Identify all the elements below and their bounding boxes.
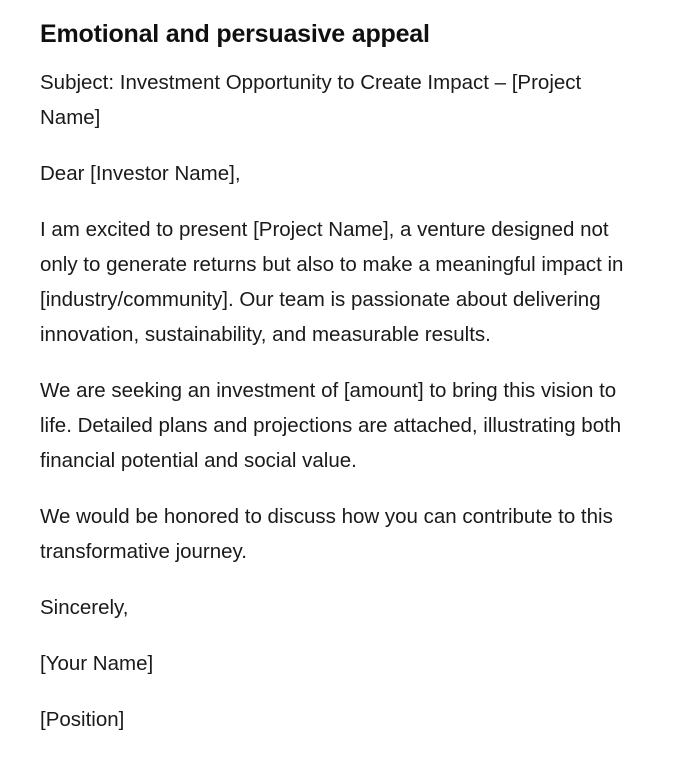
paragraph-signature-position: [Position] [40, 707, 125, 731]
paragraph-closing: Sincerely, [40, 595, 129, 619]
paragraph-subject-line: Subject: Investment Opportunity to Create Impact – [Project Name] [40, 70, 582, 129]
paragraph-salutation: Dear [Investor Name], [40, 161, 241, 185]
paragraph-investment-request: We are seeking an investment of [amount] to bring this vision to life. Detailed plans and projections are attached, illustrating both financial potential and social value. [40, 378, 622, 472]
paragraph-call-to-action: We would be honored to discuss how you can contribute to this transformative journey. [40, 504, 613, 563]
page-title: Emotional and persuasive appeal [40, 20, 430, 48]
paragraph-introduction: I am excited to present [Project Name], a venture designed not only to generate returns but also to make a meaningful impact in [industry/community]. Our team is passionate about delivering innovation, sustainability, and measurable results. [40, 217, 624, 346]
paragraph-signature-name: [Your Name] [40, 651, 154, 675]
